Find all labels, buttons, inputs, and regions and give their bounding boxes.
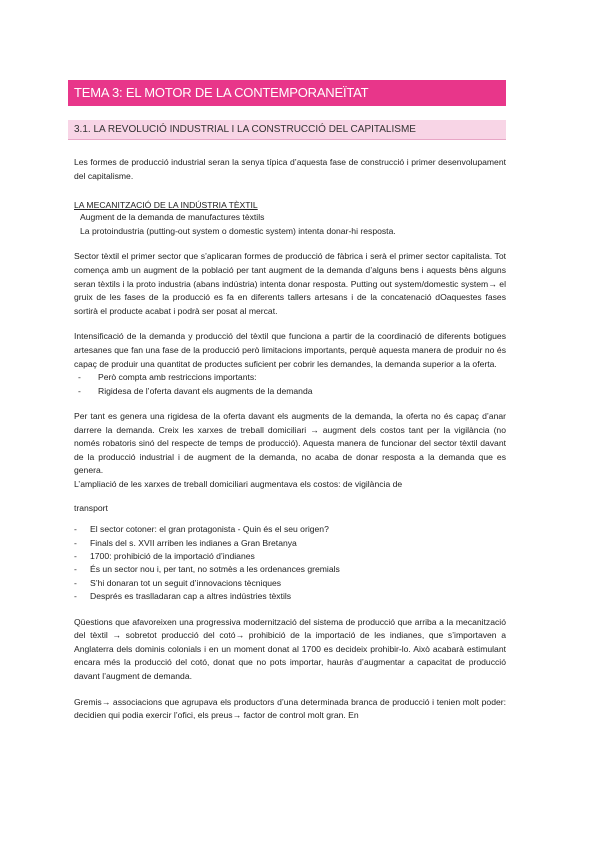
list-item: - Després es traslladaran cap a altres indústries tèxtils bbox=[74, 591, 292, 602]
mecanitzacio-item: La protoindustria (putting-out system o domestic system) intenta donar-hi resposta. bbox=[80, 225, 396, 236]
mecanitzacio-item: Augment de la demanda de manufactures tèxtils bbox=[80, 212, 265, 223]
mecanitzacio-items bbox=[68, 211, 506, 238]
list-item: - S’hi donaran tot un seguit d’innovacions tècniques bbox=[74, 577, 282, 588]
intensificacio-bullets bbox=[68, 371, 506, 398]
paragraph-sector-textil: Sector tèxtil el primer sector que s’aplicaran formes de producció de fàbrica i serà el primer sector capitalista. Tot comença amb un augment de la població per tant augment de la demanda d’alguns bens i aquests bèns alguns seran tèxtils i la proto industria (abans indústria) intenta donar resposta. Putting out system/domestic system→ el gruix de les fases de la producció es fa en diferents tallers artesans i de la concatenació dOaquestes fases sortirà el producte acabat i podrà ser posat al mercat. bbox=[74, 251, 506, 316]
list-item: - 1700: prohibició de la importació d’indianes bbox=[74, 550, 255, 561]
paragraph-questions: Qüestions que afavoreixen una progressiva modernització del sistema de producció que arriba a la mecanització del tèxtil → sobretot producció del cotó→ prohibició de la importació de les indianes, que s’importaven a Anglaterra dels dominis colonials i en un moment donat al 1700 es decideix prohibir-lo. Això acabarà estimulant encara més la producció del cotó, donat que no pots importar, hauràs d’augmentar a capacitat de producció davant l’augment de demanda. bbox=[74, 616, 506, 681]
paragraph-intensificacio: Intensificació de la demanda y producció del tèxtil que funciona a partir de la coordinació de diferents botigues artesanes que fan una fase de la producció però limitacions importants, perquè aquesta manera de produir no és capaç de produir una quantitat de productes suficient per cobrir les demandes, la demanda superior a la oferta. bbox=[74, 331, 506, 369]
list-item: - Rigidesa de l’oferta davant els augments de la demanda bbox=[78, 385, 313, 396]
page-title: TEMA 3: EL MOTOR DE LA CONTEMPORANEÏTAT bbox=[68, 80, 506, 106]
mecanitzacio-heading: LA MECANITZACIÓ DE LA INDÚSTRIA TÈXTIL bbox=[74, 200, 258, 211]
cotoner-list bbox=[68, 523, 506, 603]
list-item: - El sector cotoner: el gran protagonista - Quin és el seu origen? bbox=[74, 524, 329, 535]
list-item: - Finals del s. XVII arriben les indianes a Gran Bretanya bbox=[74, 537, 297, 548]
list-item: - És un sector nou i, per tant, no sotmès a les ordenances gremials bbox=[74, 564, 340, 575]
paragraph-ampliacio: L’ampliació de les xarxes de treball domiciliari augmentava els costos: de vigilància de bbox=[74, 478, 403, 489]
paragraph-rigidesa: Per tant es genera una rigidesa de la oferta davant els augments de la demanda, la oferta no és capaç d’anar darrere la demanda. Creix les xarxes de treball domiciliari → augment dels costos tant per la vigilància (no només robatoris sinó del respecte de temps de producció). Aquesta manera de funcionar del sector tèxtil davant de la producció industrial i de augment de la demanda, no acaba de donar resposta a la demanda que es genera. bbox=[74, 410, 506, 476]
section-subtitle: 3.1. LA REVOLUCIÓ INDUSTRIAL I LA CONSTRUCCIÓ DEL CAPITALISME bbox=[68, 120, 506, 140]
document-page bbox=[68, 80, 506, 723]
transport-line: transport bbox=[74, 502, 108, 513]
intro-paragraph: Les formes de producció industrial seran la senya típica d’aquesta fase de construcció i primer desenvolupament del capitalisme. bbox=[74, 157, 506, 181]
list-item: - Però compta amb restriccions importants: bbox=[78, 372, 257, 383]
paragraph-gremis: Gremis→ associacions que agrupava els productors d’una determinada branca de producció i tenien molt poder: decidien qui podia exercir l’ofici, els preus→ factor de control molt gran. En bbox=[74, 696, 506, 721]
